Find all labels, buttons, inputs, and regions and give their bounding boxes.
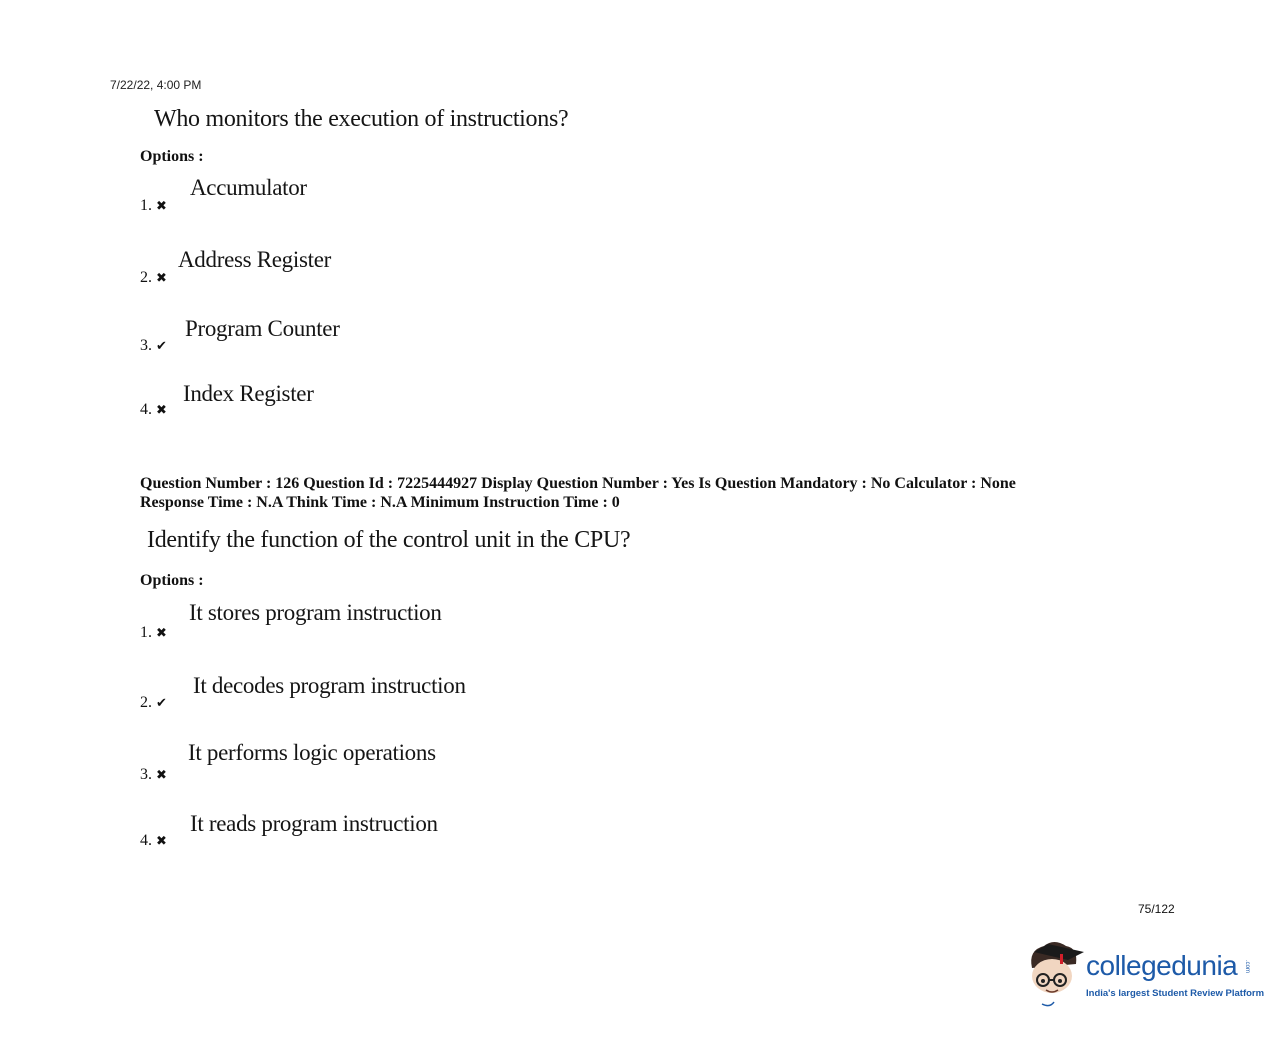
option-text: It decodes program instruction [193,673,466,698]
option-text: It reads program instruction [190,811,438,836]
option-text: Index Register [183,381,314,406]
collegedunia-logo [1024,938,1265,1008]
wrong-mark-icon: ✖ [156,768,167,783]
check-mark-icon: ✔ [156,339,167,354]
wrong-mark-icon: ✖ [156,834,167,849]
options-label: Options : [140,572,204,589]
question-meta-line-1: Question Number : 126 Question Id : 7225444927 Display Question Number : Yes Is Question Mandatory : No Calculator : None [140,475,1016,492]
logo-name: collegedunia [1086,950,1238,981]
wrong-mark-icon: ✖ [156,403,167,418]
print-timestamp: 7/22/22, 4:00 PM [110,78,202,92]
option-text: It performs logic operations [188,740,436,765]
option-number: 3. ✔ [140,337,167,354]
option-number: 4. ✖ [140,401,167,418]
logo-suffix: .com [1244,960,1250,974]
option-number: 1. ✖ [140,624,167,641]
option-number: 3. ✖ [140,766,167,783]
question-text: Identify the function of the control unit in the CPU? [147,527,631,553]
option-text: Program Counter [185,316,340,341]
wrong-mark-icon: ✖ [156,626,167,641]
option-number: 2. ✔ [140,694,167,711]
question-meta-line-2: Response Time : N.A Think Time : N.A Minimum Instruction Time : 0 [140,494,620,511]
option-number: 1. ✖ [140,197,167,214]
option-text: It stores program instruction [189,600,442,625]
check-mark-icon: ✔ [156,696,167,711]
option-text: Accumulator [190,175,307,200]
wrong-mark-icon: ✖ [156,271,167,286]
page-number: 75/122 [1138,902,1175,916]
mascot-icon [1024,938,1084,1008]
option-text: Address Register [178,247,331,272]
question-text: Who monitors the execution of instructions? [154,106,569,132]
wrong-mark-icon: ✖ [156,199,167,214]
option-number: 4. ✖ [140,832,167,849]
options-label: Options : [140,148,204,165]
logo-tagline: India's largest Student Review Platform [1086,988,1265,999]
option-number: 2. ✖ [140,269,167,286]
